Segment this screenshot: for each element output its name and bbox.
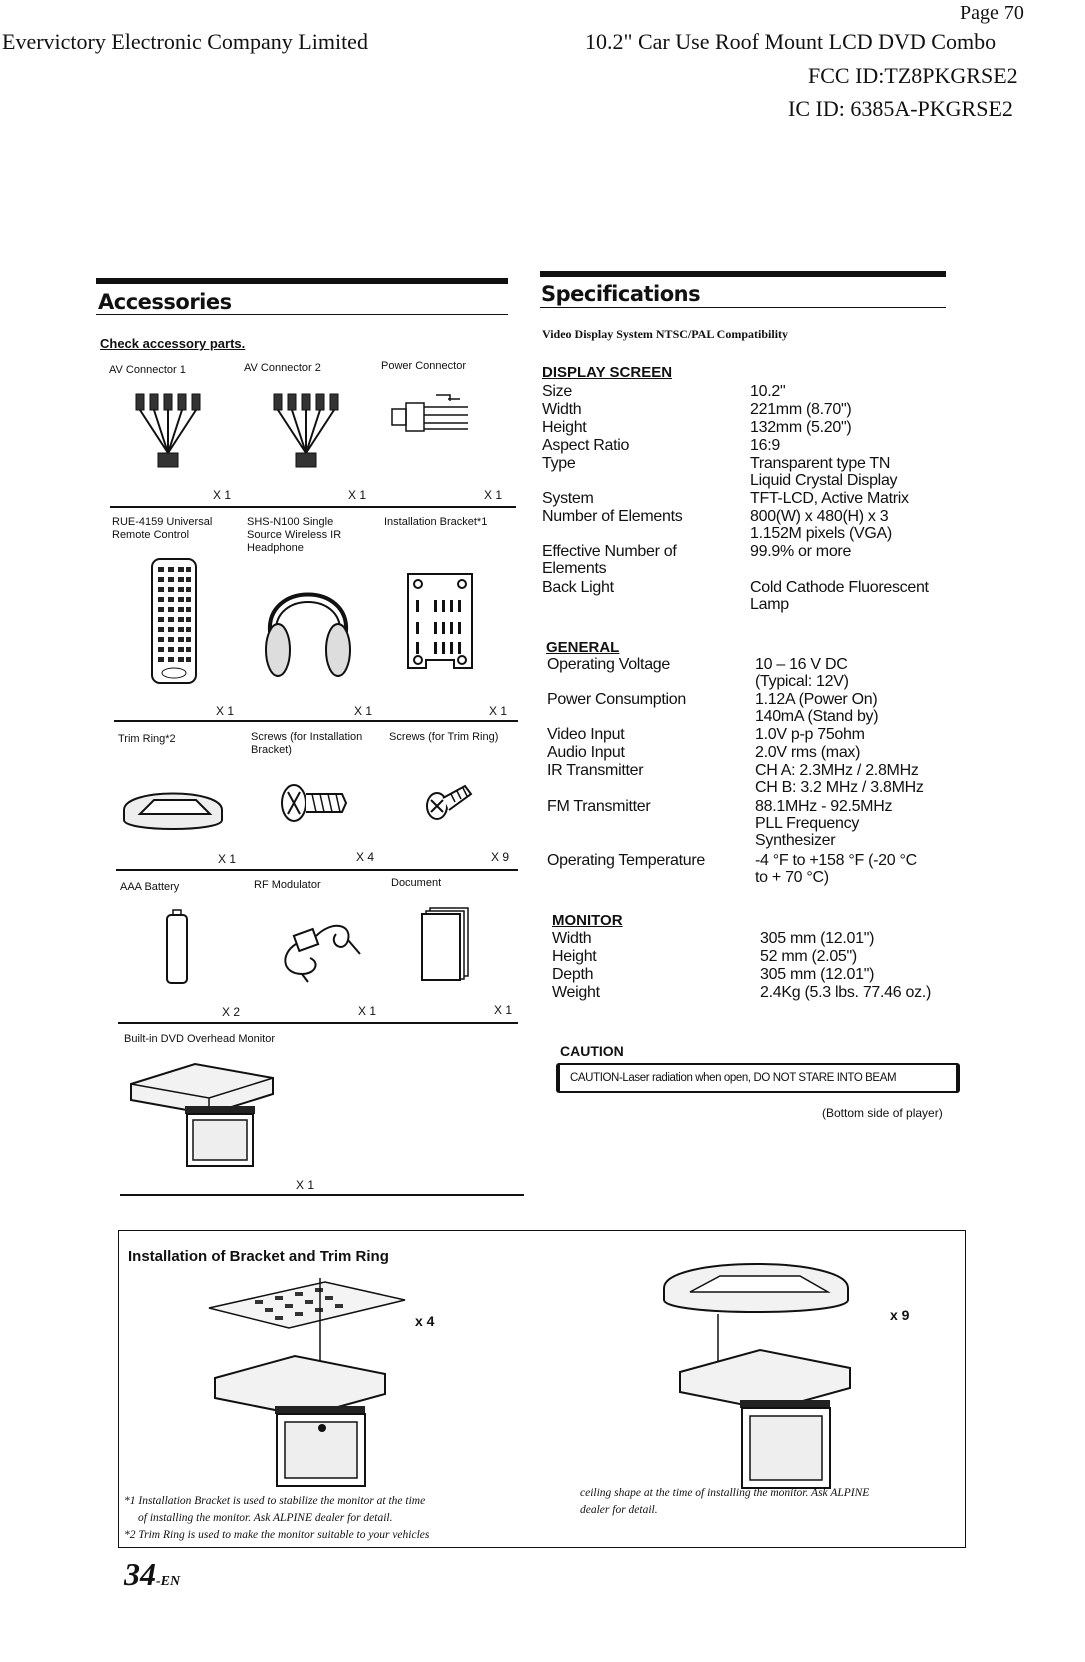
- accessory-label: SHS-N100 Single Source Wireless IR Headphone: [247, 516, 342, 554]
- accessory-qty: X 1: [484, 488, 503, 502]
- spec-label: Width: [552, 930, 592, 947]
- accessory-label: RF Modulator: [254, 879, 321, 891]
- spec-value: CH A: 2.3MHz / 2.8MHz CH B: 3.2 MHz / 3.8MHz: [755, 762, 924, 796]
- installation-note: of installing the monitor. Ask ALPINE dealer for detail.: [138, 1512, 393, 1524]
- power-connector-icon: [388, 385, 478, 445]
- accessories-title-rule: [96, 314, 508, 315]
- accessories-title: Accessories: [98, 290, 232, 314]
- accessory-qty: X 2: [222, 1005, 241, 1019]
- spec-label: Back Light: [542, 579, 614, 596]
- accessory-label: RUE-4159 Universal Remote Control: [112, 516, 213, 541]
- spec-label: Weight: [552, 984, 600, 1001]
- spec-value: Transparent type TN Liquid Crystal Display: [750, 455, 898, 489]
- spec-value: 305 mm (12.01"): [760, 966, 875, 983]
- headphone-icon: [258, 562, 358, 682]
- spec-value: 221mm (8.70"): [750, 401, 852, 418]
- installation-title: Installation of Bracket and Trim Ring: [128, 1248, 389, 1265]
- accessory-qty: X 1: [489, 704, 508, 718]
- caution-label-box: [556, 1063, 960, 1093]
- av-connector-icon: [268, 388, 348, 478]
- caution-heading: CAUTION: [560, 1043, 624, 1059]
- trim-ring-installation-illustration: [660, 1252, 860, 1492]
- spec-label: Width: [542, 401, 582, 418]
- spec-value: 1.12A (Power On) 140mA (Stand by): [755, 691, 879, 725]
- document-icon: [420, 906, 472, 982]
- accessory-qty: X 1: [216, 704, 235, 718]
- spec-label: Type: [542, 455, 576, 472]
- accessory-qty: X 1: [348, 488, 367, 502]
- video-display-system: Video Display System NTSC/PAL Compatibility: [542, 327, 789, 341]
- trim-ring-icon: [118, 780, 228, 838]
- installation-note: *1 Installation Bracket is used to stabilize the monitor at the time: [124, 1495, 426, 1507]
- company-name: Evervictory Electronic Company Limited: [2, 29, 368, 54]
- accessories-row-divider: [118, 1022, 518, 1024]
- rf-modulator-icon: [272, 914, 372, 984]
- accessory-label: Installation Bracket*1: [384, 516, 488, 528]
- page-footer-number: [124, 1556, 180, 1593]
- spec-value: 2.4Kg (5.3 lbs. 77.46 oz.): [760, 984, 931, 1001]
- spec-value: 99.9% or more: [750, 543, 852, 560]
- spec-label: Height: [552, 948, 597, 965]
- spec-value: 88.1MHz - 92.5MHz PLL Frequency Synthesizer: [755, 798, 893, 849]
- product-name: 10.2" Car Use Roof Mount LCD DVD Combo: [585, 29, 997, 54]
- accessory-qty: X 1: [213, 488, 232, 502]
- accessory-label: AV Connector 1: [109, 364, 186, 376]
- footer-page-number: 34: [124, 1556, 156, 1592]
- spec-label: Size: [542, 383, 572, 400]
- accessories-row-divider: [114, 720, 518, 722]
- spec-value: TFT-LCD, Active Matrix: [750, 490, 909, 507]
- monitor-heading: MONITOR: [552, 912, 623, 929]
- footer-suffix: -EN: [156, 1574, 181, 1589]
- spec-value: 1.0V p-p 75ohm: [755, 726, 865, 743]
- spec-label: System: [542, 490, 594, 507]
- accessory-label: Screws (for Trim Ring): [389, 731, 499, 743]
- screw-icon: [280, 780, 350, 826]
- av-connector-icon: [130, 388, 210, 478]
- installation-note: *2 Trim Ring is used to make the monitor suitable to your vehicles: [124, 1529, 430, 1541]
- accessories-subtitle: Check accessory parts.: [100, 336, 246, 351]
- spec-label: Video Input: [547, 726, 625, 743]
- spec-label: Effective Number of Elements: [542, 543, 677, 577]
- accessories-bottom-rule: [120, 1194, 524, 1196]
- accessory-qty: X 1: [354, 704, 373, 718]
- accessory-label: AAA Battery: [120, 881, 180, 893]
- monitor-icon: [125, 1060, 280, 1170]
- spec-label: Depth: [552, 966, 594, 983]
- spec-value: 10.2": [750, 383, 786, 400]
- display-screen-heading: DISPLAY SCREEN: [542, 364, 673, 381]
- accessory-qty: X 1: [296, 1178, 315, 1192]
- accessory-qty: X 9: [491, 850, 510, 864]
- spec-value: 16:9: [750, 437, 780, 454]
- caution-label-text: CAUTION-Laser radiation when open, DO NOT STARE INTO BEAM: [570, 1072, 897, 1084]
- accessories-row-divider: [116, 869, 518, 871]
- page-number-header: Page 70: [960, 2, 1024, 24]
- accessories-top-rule: [96, 278, 508, 284]
- installation-qty-right: x 9: [890, 1307, 910, 1323]
- spec-label: Number of Elements: [542, 508, 683, 525]
- specifications-title: Specifications: [541, 282, 701, 306]
- accessory-label: Document: [391, 877, 442, 889]
- general-heading: GENERAL: [546, 639, 620, 656]
- spec-label: Operating Temperature: [547, 852, 705, 869]
- accessory-qty: X 4: [356, 850, 375, 864]
- remote-control-icon: [150, 557, 198, 685]
- specifications-title-rule: [540, 307, 946, 308]
- spec-value: -4 °F to +158 °F (-20 °C to + 70 °C): [755, 852, 917, 886]
- fcc-id: FCC ID:TZ8PKGRSE2: [808, 63, 1018, 88]
- accessory-label: Trim Ring*2: [118, 733, 176, 745]
- bracket-icon: [404, 570, 476, 676]
- spec-value: 2.0V rms (max): [755, 744, 861, 761]
- spec-label: Audio Input: [547, 744, 625, 761]
- accessory-qty: X 1: [494, 1003, 513, 1017]
- accessory-label: Built-in DVD Overhead Monitor: [124, 1033, 276, 1045]
- spec-label: FM Transmitter: [547, 798, 651, 815]
- installation-note: dealer for detail.: [580, 1504, 658, 1516]
- accessory-qty: X 1: [218, 852, 237, 866]
- installation-note: ceiling shape at the time of installing the monitor. Ask ALPINE: [580, 1487, 870, 1499]
- battery-icon: [164, 908, 190, 986]
- spec-label: IR Transmitter: [547, 762, 644, 779]
- accessory-label: Power Connector: [381, 360, 466, 372]
- spec-value: Cold Cathode Fluorescent Lamp: [750, 579, 929, 613]
- spec-label: Operating Voltage: [547, 656, 670, 673]
- spec-label: Height: [542, 419, 587, 436]
- spec-value: 10 – 16 V DC (Typical: 12V): [755, 656, 849, 690]
- ic-id: IC ID: 6385A-PKGRSE2: [788, 96, 1013, 121]
- bracket-installation-illustration: [205, 1278, 405, 1488]
- accessories-row-divider: [110, 506, 516, 508]
- caution-location: (Bottom side of player): [822, 1106, 943, 1120]
- spec-value: 800(W) x 480(H) x 3 1.152M pixels (VGA): [750, 508, 892, 542]
- accessory-qty: X 1: [358, 1004, 377, 1018]
- screw-icon: [425, 780, 475, 824]
- installation-qty-left: x 4: [415, 1313, 435, 1329]
- spec-label: Power Consumption: [547, 691, 686, 708]
- spec-label: Aspect Ratio: [542, 437, 630, 454]
- specifications-top-rule: [540, 271, 946, 277]
- spec-value: 305 mm (12.01"): [760, 930, 875, 947]
- accessory-label: AV Connector 2: [244, 362, 321, 374]
- spec-value: 52 mm (2.05"): [760, 948, 857, 965]
- accessory-label: Screws (for Installation Bracket): [251, 731, 363, 756]
- spec-value: 132mm (5.20"): [750, 419, 852, 436]
